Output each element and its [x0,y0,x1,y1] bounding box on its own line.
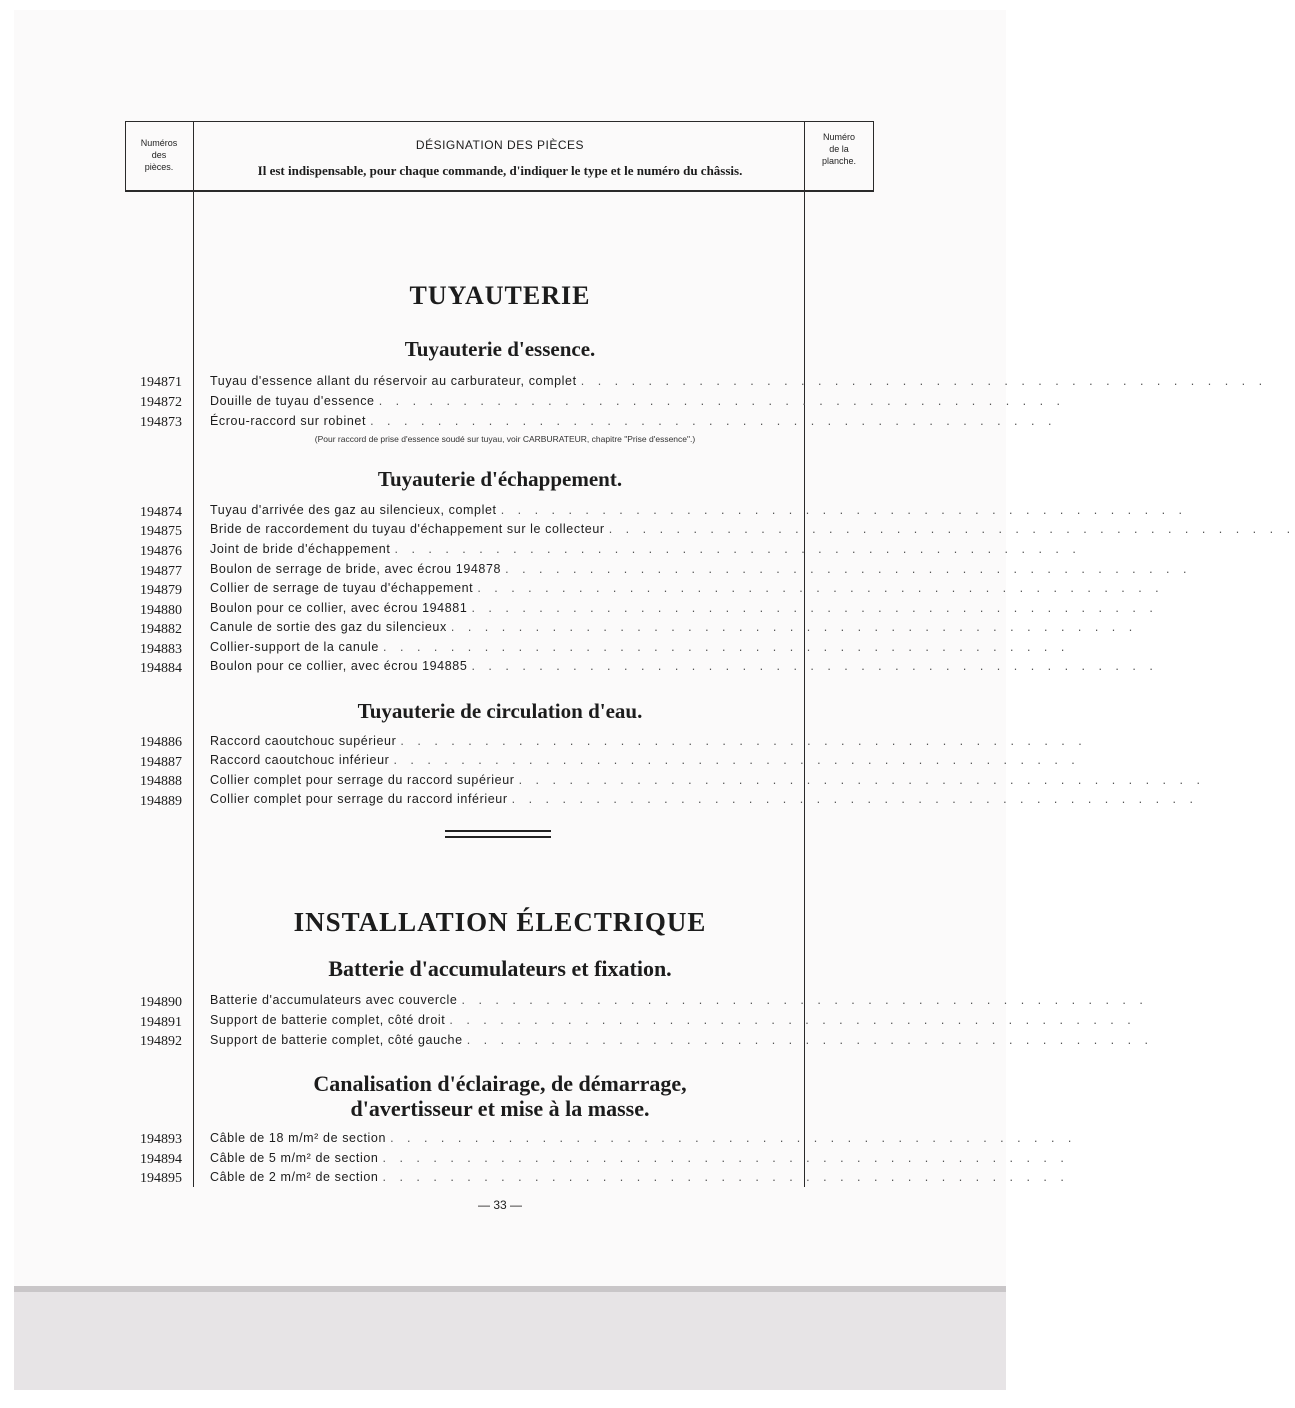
dot-leader: . . . . . . . . . . . . . . . . . . . . . . . . . . . . . . . . . . . . . . . . . [394,542,1081,556]
part-row [210,773,1205,791]
part-label: Câble de 5 m/m² de section [210,1151,379,1165]
part-label: Boulon pour ce collier, avec écrou 194885 [210,659,468,673]
part-number: 194876 [140,544,182,559]
section-divider-rule [445,836,551,838]
header-designation-note: Il est indispensable, pour chaque commande, d'indiquer le type et le numéro du châssis. [257,163,743,178]
part-number: 194888 [140,774,182,789]
dot-leader: . . . . . . . . . . . . . . . . . . . . . . . . . . . . . . . . . . . . . . . . . [393,753,1080,767]
section-divider-rule [445,830,551,832]
part-number: 194873 [140,415,182,430]
part-label: Bride de raccordement du tuyau d'échappement sur le collecteur [210,522,605,536]
part-number: 194875 [140,524,182,539]
part-row [210,394,1066,412]
part-label: Collier-support de la canule [210,640,379,654]
dot-leader: . . . . . . . . . . . . . . . . . . . . . . . . . . . . . . . . . . . . . . . . . [471,659,1158,673]
header-col-numbers [128,137,190,173]
part-row [210,1170,1069,1188]
subsection-title-echappement: Tuyauterie d'échappement. [377,467,623,491]
header-designation-title: DÉSIGNATION DES PIÈCES [415,138,585,152]
part-number: 194882 [140,622,182,637]
column-divider-left [193,121,194,1187]
dot-leader: . . . . . . . . . . . . . . . . . . . . . . . . . . . . . . . . . . . . . . . . . [378,394,1066,408]
page-number: — 33 — [477,1198,522,1212]
dot-leader: . . . . . . . . . . . . . . . . . . . . . . . . . . . . . . . . . . . . . . . . . [466,1033,1154,1047]
dot-leader: . . . . . . . . . . . . . . . . . . . . . . . . . . . . . . . . . . . . . . . . . [400,734,1087,748]
part-label: Câble de 18 m/m² de section [210,1131,387,1145]
part-number: 194883 [140,642,182,657]
part-label: Joint de bride d'échappement [210,542,391,556]
frame-top-border [125,121,874,122]
header-col-plate-line: planche. [821,156,857,166]
header-col-numbers-line: Numéros [140,138,178,148]
part-row [210,562,1192,580]
part-label: Câble de 2 m/m² de section [210,1170,379,1184]
frame-left-border [125,121,126,191]
part-number: 194877 [140,564,182,579]
part-label: Support de batterie complet, côté gauche [210,1033,463,1047]
dot-leader: . . . . . . . . . . . . . . . . . . . . . . . . . . . . . . . . . . . . . . . . . [382,1170,1069,1184]
dot-leader: . . . . . . . . . . . . . . . . . . . . . . . . . . . . . . . . . . . . . . . . . [383,640,1070,654]
header-bottom-border [125,190,874,192]
header-col-plate-line: Numéro [822,132,855,142]
subsection-title-batterie: Batterie d'accumulateurs et fixation. [328,956,672,981]
part-label: Douille de tuyau d'essence [210,394,375,408]
part-row [210,522,1295,540]
dot-leader: . . . . . . . . . . . . . . . . . . . . . . . . . . . . . . . . . . . . . . . . . [500,503,1187,517]
header-col-numbers-line: des [151,150,167,160]
page-edge [14,1286,1006,1292]
part-label: Tuyau d'essence allant du réservoir au carburateur, complet [210,374,577,388]
part-row [210,1033,1154,1051]
part-number: 194893 [140,1132,182,1147]
part-row [210,1013,1136,1031]
part-row [210,734,1087,752]
frame-right-border [873,121,874,191]
part-row [210,993,1148,1011]
section-title-tuyauterie: TUYAUTERIE [409,281,591,310]
part-label: Raccord caoutchouc supérieur [210,734,397,748]
part-number: 194891 [140,1015,182,1030]
column-divider-right [804,121,805,1187]
dot-leader: . . . . . . . . . . . . . . . . . . . . . . . . . . . . . . . . . . . . . . . . . [471,601,1158,615]
dot-leader: . . . . . . . . . . . . . . . . . . . . . . . . . . . . . . . . . . . . . . . . . [477,581,1164,595]
dot-leader: . . . . . . . . . . . . . . . . . . . . . . . . . . . . . . . . . . . . . . . . . [505,562,1192,576]
part-label: Collier de serrage de tuyau d'échappement [210,581,474,595]
part-number: 194872 [140,395,182,410]
part-number: 194890 [140,995,182,1010]
header-col-plate-line: de la [829,144,849,154]
dot-leader: . . . . . . . . . . . . . . . . . . . . . . . . . . . . . . . . . . . . . . . . . [580,374,1268,388]
dot-leader: . . . . . . . . . . . . . . . . . . . . . . . . . . . . . . . . . . . . . . . . . [390,1131,1077,1145]
part-number: 194880 [140,603,182,618]
part-row [210,542,1081,560]
part-row [210,581,1164,599]
part-number: 194879 [140,583,182,598]
part-row [210,414,1057,432]
part-label: Collier complet pour serrage du raccord inférieur [210,792,508,806]
essence-note: (Pour raccord de prise d'essence soudé sur tuyau, voir CARBURATEUR, chapitre "Prise d'essence".) [314,434,696,444]
subsection-title-canalisation-line1: Canalisation d'éclairage, de démarrage, [313,1071,687,1096]
part-label: Support de batterie complet, côté droit [210,1013,446,1027]
dot-leader: . . . . . . . . . . . . . . . . . . . . . . . . . . . . . . . . . . . . . . . . . [511,792,1198,806]
dot-leader: . . . . . . . . . . . . . . . . . . . . . . . . . . . . . . . . . . . . . . . . . [450,620,1138,634]
part-row [210,374,1268,392]
subsection-title-circulation: Tuyauterie de circulation d'eau. [357,699,643,723]
part-number: 194871 [140,375,182,390]
part-label: Canule de sortie des gaz du silencieux [210,620,447,634]
subsection-title-essence: Tuyauterie d'essence. [404,337,596,361]
part-row [210,1151,1069,1169]
part-label: Boulon pour ce collier, avec écrou 194881 [210,601,468,615]
part-number: 194874 [140,505,182,520]
part-number: 194886 [140,735,182,750]
part-number: 194884 [140,661,182,676]
section-title-electrique: INSTALLATION ÉLECTRIQUE [293,907,707,937]
part-number: 194889 [140,794,182,809]
part-row [210,792,1198,810]
part-number: 194887 [140,755,182,770]
part-row [210,640,1070,658]
header-col-plate [808,131,870,167]
part-row [210,620,1138,638]
part-label: Boulon de serrage de bride, avec écrou 194878 [210,562,502,576]
header-col-numbers-line: pièces. [144,162,174,172]
dot-leader: . . . . . . . . . . . . . . . . . . . . . . . . . . . . . . . . . . . . . . . . . [608,522,1295,536]
part-row [210,753,1080,771]
dot-leader: . . . . . . . . . . . . . . . . . . . . . . . . . . . . . . . . . . . . . . . . . [370,414,1057,428]
part-row [210,601,1158,619]
part-row [210,659,1158,677]
part-row [210,1131,1077,1149]
subsection-title-canalisation-line2: d'avertisseur et mise à la masse. [350,1096,650,1121]
part-label: Raccord caoutchouc inférieur [210,753,390,767]
dot-leader: . . . . . . . . . . . . . . . . . . . . . . . . . . . . . . . . . . . . . . . . . [518,773,1205,787]
part-label: Tuyau d'arrivée des gaz au silencieux, complet [210,503,497,517]
part-number: 194895 [140,1171,182,1186]
dot-leader: . . . . . . . . . . . . . . . . . . . . . . . . . . . . . . . . . . . . . . . . . [449,1013,1136,1027]
part-row [210,503,1187,521]
page-shadow [14,1286,1006,1390]
dot-leader: . . . . . . . . . . . . . . . . . . . . . . . . . . . . . . . . . . . . . . . . . [461,993,1148,1007]
part-label: Batterie d'accumulateurs avec couvercle [210,993,458,1007]
dot-leader: . . . . . . . . . . . . . . . . . . . . . . . . . . . . . . . . . . . . . . . . . [382,1151,1069,1165]
part-label: Collier complet pour serrage du raccord supérieur [210,773,515,787]
part-number: 194892 [140,1034,182,1049]
part-number: 194894 [140,1152,182,1167]
part-label: Écrou-raccord sur robinet [210,414,367,428]
